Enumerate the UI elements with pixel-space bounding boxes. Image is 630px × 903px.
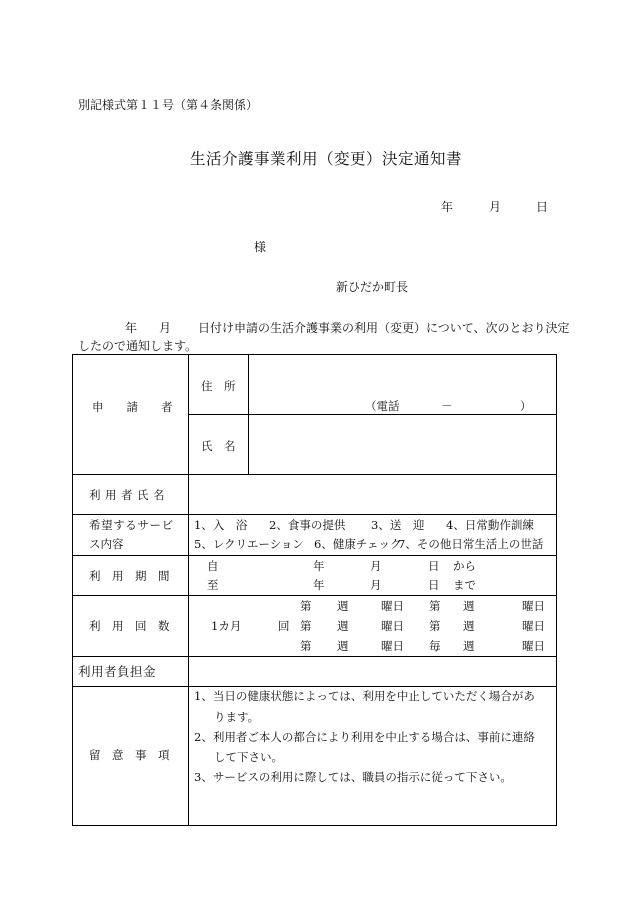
count-r3-week: 週 [337,639,349,653]
count-r2-nth2: 第 [429,619,441,633]
service-transport: 3、送 迎 [371,518,425,532]
period-to-prefix: 至 [207,578,219,592]
intro-line2: したので通知します。 [78,339,198,353]
service-label-line1: 希望するサービ [89,518,174,532]
name-label: 氏 名 [201,439,236,453]
table-row-line-fee [72,686,557,687]
phone-close: ） [520,399,532,413]
count-r3-day2: 曜日 [522,639,545,653]
fee-label: 利用者負担金 [78,664,157,679]
period-from-month: 月 [370,559,382,573]
applicant-label: 申 請 者 [92,400,173,414]
period-from-suffix: から [453,559,476,573]
service-training: 4、日常動作訓練 [446,518,534,532]
service-bathing: 1、入 浴 [194,518,248,532]
intro-year: 年 [125,321,138,335]
table-row-line-count [72,656,557,657]
count-r3-nth: 第 [300,639,312,653]
table-border-right [556,354,557,826]
table-border-left [72,354,73,826]
service-recreation: 5、レクリエーション [194,537,304,551]
note-2-cont: して下さい。 [214,750,283,764]
date-day: 日 [536,200,549,214]
phone-open: （電話 [365,399,400,413]
period-to-year: 年 [313,578,325,592]
period-from-prefix: 自 [207,559,219,573]
table-border-bottom [72,825,557,826]
table-row-line-address [188,414,556,415]
count-r2-nth: 第 [300,619,312,633]
table-border-top [72,354,557,355]
note-1: 1、当日の健康状態によっては、利用を中止していただく場合があ [194,689,535,703]
count-r1-day: 曜日 [381,599,404,613]
period-to-day: 日 [428,578,440,592]
service-label-line2: ス内容 [89,537,124,551]
intro-month: 月 [159,321,172,335]
table-row-line-period [72,595,557,596]
addressee-suffix: 様 [254,240,267,254]
count-r3-week2: 週 [463,639,475,653]
phone-dash: － [441,399,453,413]
document-title: 生活介護事業利用（変更）決定通知書 [190,150,463,168]
form-number: 別記様式第１１号（第４条関係） [78,98,259,112]
date-year: 年 [441,200,454,214]
service-other-care: 7、その他日常生活上の世話 [398,537,544,551]
count-r3-day: 曜日 [381,639,404,653]
count-r1-week: 週 [337,599,349,613]
table-row-line-username [72,514,557,515]
note-3: 3、サービスの利用に際しては、職員の指示に従って下さい。 [194,770,512,784]
table-divider-label [188,354,189,826]
intro-line1: 日付け申請の生活介護事業の利用（変更）について、次のとおり決定 [198,321,570,335]
count-r1-week2: 週 [463,599,475,613]
period-to-month: 月 [370,578,382,592]
period-label: 利 用 期 間 [89,569,170,583]
count-label: 利 用 回 数 [89,619,170,633]
count-r2-week2: 週 [463,619,475,633]
note-2: 2、利用者ご本人の都合により利用を中止する場合は、事前に連絡 [194,730,535,744]
issuer-name: 新ひだか町長 [336,280,409,294]
count-r3-every: 毎 [429,639,441,653]
count-r2-day: 曜日 [381,619,404,633]
period-to-suffix: まで [453,578,476,592]
count-r2-week: 週 [337,619,349,633]
count-times: 回 [278,619,290,633]
count-month: 1カ月 [211,619,242,633]
service-health-check: 6、健康チェック [314,537,402,551]
period-from-year: 年 [313,559,325,573]
count-r1-nth: 第 [300,599,312,613]
address-label: 住 所 [201,379,236,393]
date-month: 月 [489,200,502,214]
service-meal: 2、食事の提供 [269,518,346,532]
notes-label: 留 意 事 項 [89,748,170,762]
table-row-line-applicant [72,474,557,475]
note-1-cont: ります。 [214,710,260,724]
count-r1-nth2: 第 [429,599,441,613]
table-row-line-service [72,555,557,556]
count-r1-day2: 曜日 [522,599,545,613]
period-from-day: 日 [428,559,440,573]
count-r2-day2: 曜日 [522,619,545,633]
user-name-label: 利用者氏名 [89,488,169,502]
